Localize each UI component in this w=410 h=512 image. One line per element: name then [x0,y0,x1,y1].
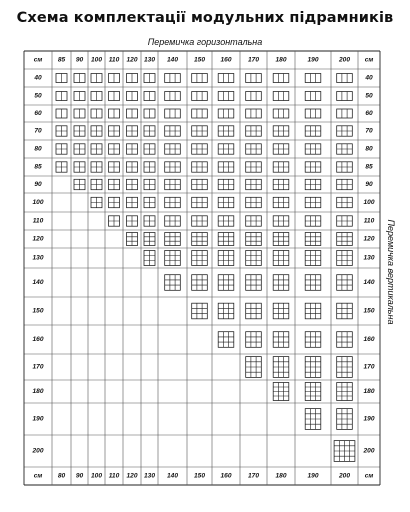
window-module-icon [218,74,234,83]
window-module-icon [165,233,181,246]
window-module-icon [127,126,138,136]
height-header-right: 200 [363,447,375,455]
window-module-icon [56,144,67,154]
height-header-left: 40 [34,74,42,82]
height-header-right: 80 [365,145,373,153]
window-module-icon [337,109,353,118]
height-header-right: 90 [365,181,373,188]
window-module-icon [192,179,208,189]
window-module-icon [337,409,353,430]
height-header-left: 100 [32,199,44,206]
window-module-icon [337,251,353,266]
height-header-left: 130 [32,254,44,262]
height-header-left: 200 [32,447,44,455]
window-module-icon [246,233,262,246]
window-module-icon [144,216,155,226]
window-module-icon [246,74,262,83]
window-module-icon [305,74,321,83]
window-module-icon [218,275,234,291]
unit-label: см [33,56,43,64]
height-header-right: 120 [363,235,375,243]
window-module-icon [246,251,262,266]
window-module-icon [74,126,85,136]
window-module-icon [192,126,208,136]
window-module-icon [144,179,155,189]
width-header-bottom: 100 [90,472,103,480]
height-header-right: 190 [363,415,375,423]
window-module-icon [165,162,181,172]
window-module-icon [109,74,120,83]
window-module-icon [127,109,138,118]
window-module-icon [192,144,208,154]
window-module-icon [218,109,234,118]
window-module-icon [273,126,289,136]
window-module-icon [91,74,102,83]
window-module-icon [337,197,353,207]
window-module-icon [74,144,85,154]
window-module-icon [109,144,120,154]
width-header-bottom: 160 [220,472,232,480]
width-header-top: 140 [166,56,179,64]
window-module-icon [165,144,181,154]
window-module-icon [165,92,181,101]
window-module-icon [305,251,321,266]
window-module-icon [56,109,67,118]
window-module-icon [218,126,234,136]
window-module-icon [192,74,208,83]
height-header-left: 180 [32,388,44,395]
window-module-icon [127,144,138,154]
window-module-icon [305,144,321,154]
window-module-icon [246,303,262,319]
window-module-icon [305,92,321,101]
window-module-icon [337,383,353,401]
window-module-icon [144,92,155,101]
unit-label: см [364,56,374,64]
window-module-icon [337,74,353,83]
height-header-left: 60 [34,110,42,117]
height-header-left: 170 [32,363,44,371]
window-module-icon [192,251,208,266]
window-module-icon [273,303,289,319]
height-header-left: 80 [34,145,42,153]
window-module-icon [246,197,262,207]
window-module-icon [144,144,155,154]
width-header-top: 170 [247,56,260,64]
window-module-icon [246,332,262,348]
window-module-icon [127,179,138,189]
window-module-icon [165,126,181,136]
height-header-left: 50 [34,92,42,100]
window-module-icon [337,303,353,319]
window-module-icon [337,126,353,136]
window-module-icon [273,275,289,291]
window-module-icon [218,216,234,226]
height-header-right: 150 [363,307,375,315]
window-module-icon [127,92,138,101]
window-module-icon [56,74,67,83]
height-header-right: 60 [365,110,373,117]
window-module-icon [337,275,353,291]
height-header-right: 70 [365,127,373,135]
window-module-icon [91,126,102,136]
window-module-icon [192,162,208,172]
window-module-icon [246,275,262,291]
width-header-top: 160 [220,56,232,64]
window-module-icon [337,92,353,101]
window-module-icon [91,144,102,154]
window-module-icon [165,251,181,266]
window-module-icon [273,216,289,226]
width-header-top: 100 [90,56,103,64]
page-title: Схема комплектації модульних підрамників [16,10,394,26]
window-module-icon [273,251,289,266]
window-module-icon [305,216,321,226]
window-module-icon [165,74,181,83]
width-header-bottom: 180 [275,472,287,480]
window-module-icon [218,179,234,189]
window-module-icon [305,162,321,172]
window-module-icon [273,233,289,246]
height-header-left: 90 [34,181,42,188]
window-module-icon [246,109,262,118]
height-header-right: 100 [363,199,375,206]
window-module-icon [127,162,138,172]
height-header-right: 40 [365,74,373,82]
window-module-icon [144,197,155,207]
window-module-icon [109,126,120,136]
window-module-icon [144,74,155,83]
window-module-icon [109,162,120,172]
window-module-icon [246,162,262,172]
width-header-top: 150 [193,56,206,64]
height-header-left: 120 [32,235,44,243]
window-module-icon [74,179,85,189]
window-module-icon [334,441,355,462]
window-module-icon [305,275,321,291]
window-module-icon [127,74,138,83]
window-module-icon [305,233,321,246]
height-header-right: 180 [363,388,375,395]
window-module-icon [305,332,321,348]
window-module-icon [218,92,234,101]
width-header-top: 180 [275,56,287,64]
window-module-icon [305,409,321,430]
window-module-icon [305,109,321,118]
window-module-icon [246,144,262,154]
window-module-icon [127,197,138,207]
window-module-icon [56,162,67,172]
height-header-right: 140 [363,279,375,286]
unit-label: см [364,472,374,480]
width-header-top: 190 [307,56,319,64]
window-module-icon [337,332,353,348]
window-module-icon [91,109,102,118]
window-module-icon [218,332,234,348]
window-module-icon [305,197,321,207]
height-header-right: 50 [365,92,373,100]
window-module-icon [273,92,289,101]
window-module-icon [109,179,120,189]
window-module-icon [74,162,85,172]
window-module-icon [144,109,155,118]
window-module-icon [337,216,353,226]
window-module-icon [144,251,155,266]
width-header-bottom: 130 [143,472,156,480]
window-module-icon [165,179,181,189]
window-module-icon [218,144,234,154]
window-module-icon [165,109,181,118]
height-header-left: 160 [32,336,44,343]
window-module-icon [144,162,155,172]
height-header-left: 190 [32,415,44,423]
width-header-bottom: 140 [166,472,179,480]
horizontal-crossbar-label: Перемичка горизонтальна [147,37,263,47]
window-module-icon [273,383,289,401]
window-module-icon [165,275,181,291]
height-header-left: 70 [34,127,42,135]
width-header-top: 200 [338,56,351,64]
window-module-icon [91,162,102,172]
width-header-top: 130 [143,56,156,64]
window-module-icon [192,216,208,226]
window-module-icon [144,233,155,246]
window-module-icon [56,92,67,101]
unit-label: см [33,472,43,480]
window-module-icon [218,233,234,246]
height-header-right: 85 [365,163,373,171]
window-module-icon [305,303,321,319]
window-module-icon [246,126,262,136]
window-module-icon [305,126,321,136]
width-header-bottom: 190 [307,472,319,480]
width-header-top: 90 [75,56,84,64]
width-header-top: 85 [57,56,66,64]
window-module-icon [91,92,102,101]
width-header-bottom: 150 [193,472,206,480]
window-module-icon [246,179,262,189]
height-header-left: 150 [32,307,44,315]
vertical-crossbar-label: Перемичка вертикальна [386,219,396,325]
window-module-icon [337,162,353,172]
width-header-bottom: 110 [108,472,120,480]
width-header-bottom: 120 [126,472,138,480]
height-header-right: 130 [363,254,375,262]
window-module-icon [192,197,208,207]
height-header-left: 85 [34,163,42,171]
window-module-icon [246,92,262,101]
window-module-icon [109,216,120,226]
window-module-icon [337,144,353,154]
window-module-icon [74,92,85,101]
height-header-left: 140 [32,279,44,286]
width-header-bottom: 90 [75,472,84,480]
window-module-icon [144,126,155,136]
window-module-icon [192,303,208,319]
window-module-icon [74,74,85,83]
width-header-bottom: 200 [338,472,351,480]
window-module-icon [165,197,181,207]
window-module-icon [246,357,262,378]
height-header-right: 110 [363,217,375,225]
window-module-icon [56,126,67,136]
window-module-icon [305,383,321,401]
window-module-icon [165,216,181,226]
window-module-icon [273,74,289,83]
window-module-icon [337,357,353,378]
width-header-top: 120 [126,56,138,64]
window-module-icon [273,357,289,378]
height-header-right: 160 [363,336,375,343]
window-module-icon [91,179,102,189]
window-module-icon [273,162,289,172]
window-module-icon [337,179,353,189]
window-module-icon [127,233,138,246]
width-header-bottom: 170 [247,472,260,480]
window-module-icon [273,179,289,189]
window-module-icon [192,109,208,118]
width-header-top: 110 [108,56,120,64]
window-module-icon [109,197,120,207]
window-module-icon [337,233,353,246]
window-module-icon [192,92,208,101]
window-module-icon [218,197,234,207]
window-module-icon [192,233,208,246]
window-module-icon [246,216,262,226]
window-module-icon [273,332,289,348]
window-module-icon [218,303,234,319]
window-module-icon [91,197,102,207]
window-module-icon [109,92,120,101]
window-module-icon [273,144,289,154]
window-module-icon [273,109,289,118]
window-module-icon [127,216,138,226]
window-module-icon [305,357,321,378]
window-module-icon [305,179,321,189]
window-module-icon [109,109,120,118]
width-header-bottom: 80 [57,472,66,480]
window-module-icon [74,109,85,118]
window-module-icon [218,162,234,172]
window-module-icon [218,251,234,266]
window-module-icon [192,275,208,291]
height-header-left: 110 [32,217,44,225]
height-header-right: 170 [363,363,375,371]
window-module-icon [273,197,289,207]
